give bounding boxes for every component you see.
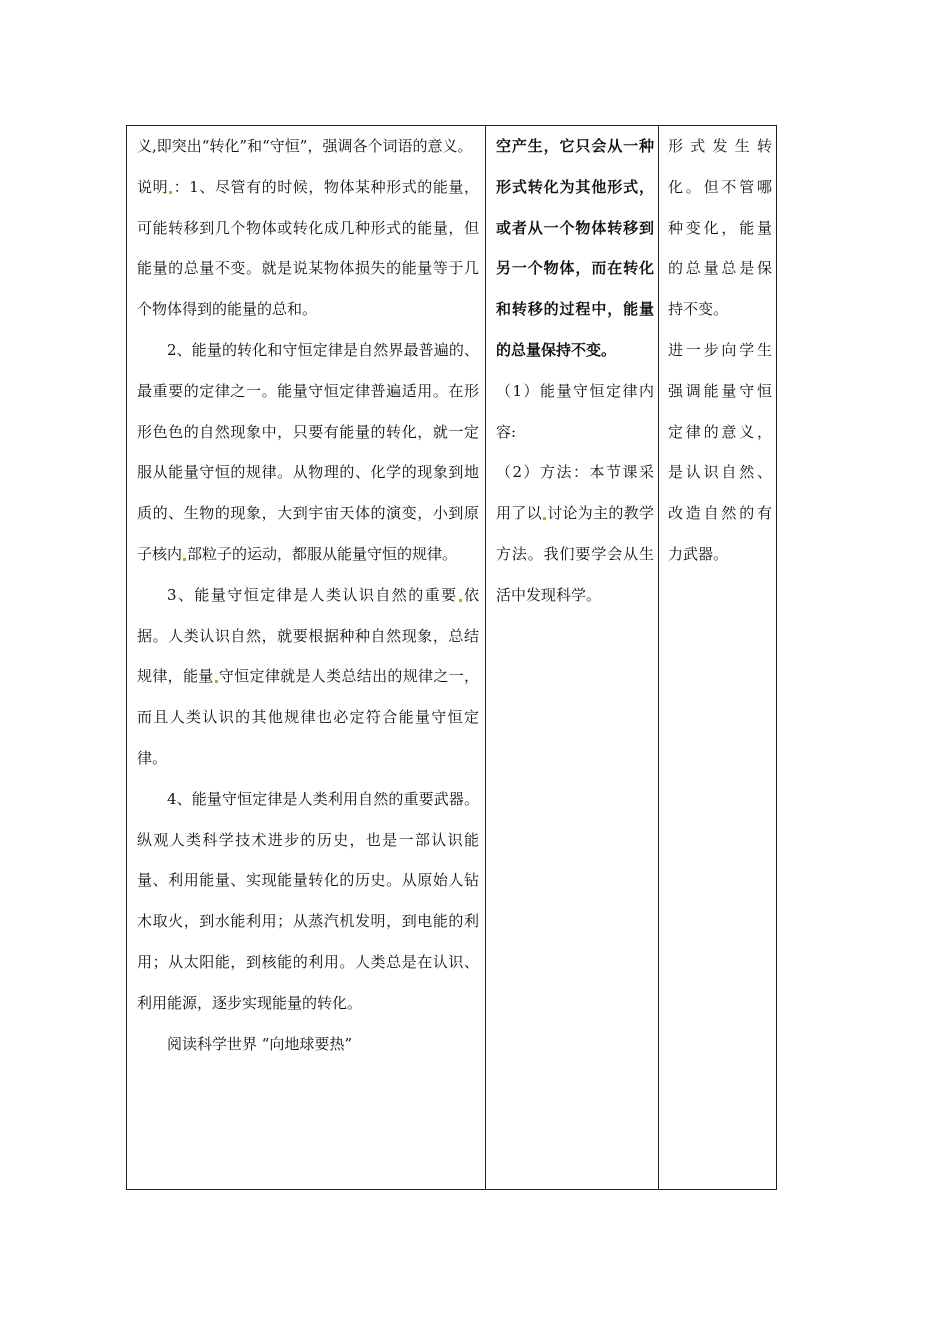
point-3-text-a: 3、能量守恒定律是人类认识自然的重要 bbox=[167, 585, 458, 604]
paragraph-intro: 义,即突出“转化”和“守恒”，强调各个词语的意义。 bbox=[137, 137, 473, 155]
annotation-mark bbox=[215, 680, 218, 683]
explanation-text: ：1、尽管有的时候，物体某种形式的能量，可能转移到几个物体或转化成几种形式的能量，但能量的总量不变。就是说某物体损失的能量等于几个物体得到的能量的总和。 bbox=[137, 177, 479, 319]
annotation-mark bbox=[459, 599, 462, 602]
paragraph-point-2 bbox=[137, 330, 479, 575]
student-activity-cell bbox=[486, 126, 659, 1190]
teaching-content-cell bbox=[127, 126, 486, 1190]
lesson-table bbox=[126, 125, 777, 1190]
point-2-text-b: 部粒子的运动，都服从能量守恒的规律。 bbox=[187, 544, 458, 563]
point-3-text-b: 依据。人类认识自然，就要根据种种自然现象，总结规律，能量 bbox=[137, 585, 479, 686]
paragraph-point-4: 4、能量守恒定律是人类利用自然的重要武器。纵观人类科学技术进步的历史，也是一部认识能量、利用能量、实现能量转化的历史。从原始人钻木取火，到水能利用；从蒸汽机发明，到电能的利用；从太阳能，到核能的利用。人类总是在认识、利用能源，逐步实现能量的转化。 bbox=[137, 789, 479, 1012]
table-row bbox=[127, 126, 777, 1190]
annotation-mark bbox=[543, 517, 546, 520]
paragraph-reading: 阅读科学世界 “向地球要热” bbox=[167, 1034, 353, 1053]
intent-paragraph-1: 形式发生转化。但不管哪种变化，能量的总量总是保持不变。 bbox=[668, 137, 772, 319]
item-2 bbox=[496, 452, 654, 615]
annotation-mark bbox=[183, 558, 186, 561]
intent-paragraph-2: 进一步向学生强调能量守恒定律的意义，是认识自然、改造自然的有力武器。 bbox=[668, 340, 772, 563]
paragraph-explanation bbox=[137, 167, 479, 330]
item-2-text-a: （2）方法：本节课采用了以 bbox=[496, 463, 654, 523]
explanation-label: 说明 bbox=[137, 177, 169, 196]
item-1: （1）能量守恒定律内容: bbox=[496, 381, 654, 441]
point-3-text-c: 守恒定律就是人类总结出的规律之一，而且人类认识的其他规律也必定符合能量守恒定律。 bbox=[137, 667, 479, 767]
design-intent-cell bbox=[659, 126, 777, 1190]
point-2-text-a: 2、能量的转化和守恒定律是自然界最普遍的、最重要的定律之一。能量守恒定律普遍适用。在形形色色的自然现象中，只要有能量的转化，就一定服从能量守恒的规律。从物理的、化学的现象到地质的、生物的现象，大到宇宙天体的演变，小到原子核内 bbox=[137, 340, 479, 563]
law-statement: 空产生，它只会从一种形式转化为其他形式，或者从一个物体转移到另一个物体，而在转化和转移的过程中，能量的总量保持不变。 bbox=[496, 137, 654, 359]
annotation-mark bbox=[169, 191, 172, 194]
paragraph-point-3 bbox=[137, 575, 479, 779]
item-2-text-b: 讨论为主的教学方法。我们要学会从生活中发现科学。 bbox=[496, 504, 654, 604]
